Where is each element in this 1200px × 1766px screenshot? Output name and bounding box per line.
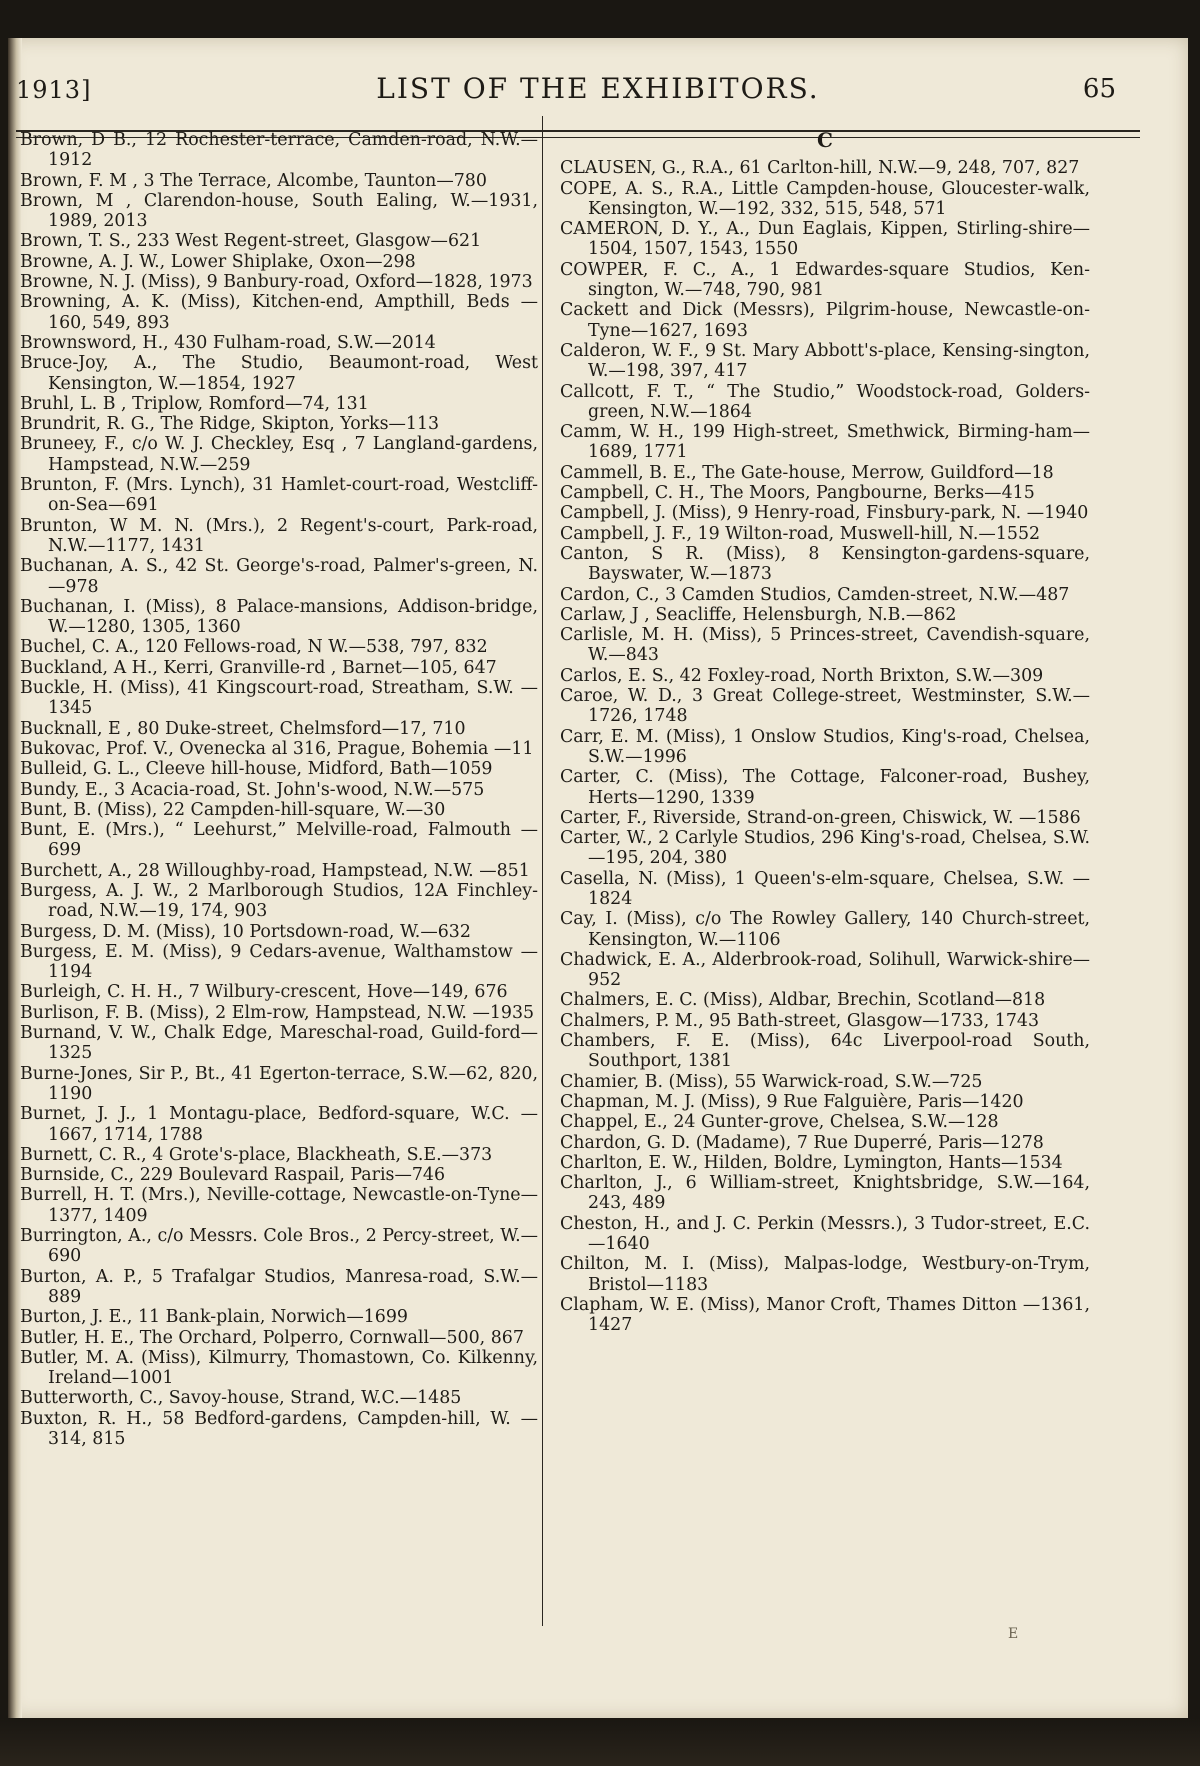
exhibitor-entry: Buchel, C. A., 120 Fellows-road, N W.—538, 797, 832 [20,637,488,658]
exhibitor-entry: Carlisle, M. H. (Miss), 5 Princes-street, Cavendish-square, W.—843 [560,625,1090,666]
exhibitor-entry: Chalmers, P. M., 95 Bath-street, Glasgow—1733, 1743 [560,1010,1040,1031]
page-title: LIST OF THE EXHIBITORS. [376,72,820,105]
exhibitor-entry: Caroe, W. D., 3 Great College-street, Westminster, S.W.—1726, 1748 [560,686,1090,727]
exhibitor-entry: Burrell, H. T. (Mrs.), Neville-cottage, Newcastle-on-Tyne—1377, 1409 [20,1185,538,1226]
exhibitor-entry: Burton, J. E., 11 Bank-plain, Norwich—1699 [20,1307,408,1328]
exhibitor-entry: Bucknall, E , 80 Duke-street, Chelmsford—17, 710 [20,718,466,739]
column-divider [542,116,543,1626]
exhibitor-entry: Burnet, J. J., 1 Montagu-place, Bedford-square, W.C. —1667, 1714, 1788 [20,1104,538,1145]
exhibitor-entry: Brown, T. S., 233 West Regent-street, Glasgow—621 [20,231,482,252]
exhibitor-entry: Buckland, A H., Kerri, Granville-rd , Barnet—105, 647 [20,657,497,678]
exhibitor-entry: Carter, W., 2 Carlyle Studios, 296 King's-road, Chelsea, S.W.—195, 204, 380 [560,828,1090,869]
exhibitor-entry: Buchanan, I. (Miss), 8 Palace-mansions, Addison-bridge, W.—1280, 1305, 1360 [20,596,538,638]
exhibitor-entry: Chambers, F. E. (Miss), 64c Liverpool-road South, Southport, 1381 [560,1031,1090,1072]
exhibitor-entry: Casella, N. (Miss), 1 Queen's-elm-square, Chelsea, S.W. —1824 [560,868,1090,909]
exhibitor-entry: Chardon, G. D. (Madame), 7 Rue Duperré, Paris—1278 [560,1132,1044,1153]
exhibitor-entry: Butler, M. A. (Miss), Kilmurry, Thomastown, Co. Kilkenny, Ireland—1001 [20,1347,538,1389]
book-edge [0,1718,1200,1766]
exhibitor-entry: Chadwick, E. A., Alderbrook-road, Solihull, Warwick-shire—952 [560,949,1090,991]
exhibitor-entry: Cackett and Dick (Messrs), Pilgrim-house, Newcastle-on-Tyne—1627, 1693 [560,300,1090,341]
exhibitor-entry: Campbell, C. H., The Moors, Pangbourne, Berks—415 [560,483,1035,504]
exhibitor-entry: Brown, M , Clarendon-house, South Ealing, W.—1931, 1989, 2013 [20,190,538,232]
book-page [8,38,1188,1718]
exhibitor-entry: Cheston, H., and J. C. Perkin (Messrs.), 3 Tudor-street, E.C.—1640 [560,1213,1090,1255]
exhibitor-entry: Burnand, V. W., Chalk Edge, Mareschal-road, Guild-ford—1325 [20,1023,538,1064]
exhibitor-entry: Butterworth, C., Savoy-house, Strand, W.C.—1485 [20,1388,462,1409]
page-number: 65 [1082,74,1116,104]
left-column [20,130,538,1449]
exhibitor-entry: Bulleid, G. L., Cleeve hill-house, Midford, Bath—1059 [20,759,493,780]
exhibitor-entry: Chapman, M. J. (Miss), 9 Rue Falguière, Paris—1420 [560,1091,1024,1112]
exhibitor-entry: CAMERON, D. Y., A., Dun Eaglais, Kippen, Stirling-shire—1504, 1507, 1543, 1550 [560,219,1090,260]
exhibitor-entry: Carter, F., Riverside, Strand-on-green, Chiswick, W. —1586 [560,807,1081,828]
exhibitor-entry: Bruhl, L. B , Triplow, Romford—74, 131 [20,393,369,414]
exhibitor-entry: Brunton, W M. N. (Mrs.), 2 Regent's-court, Park-road, N.W.—1177, 1431 [20,515,538,556]
exhibitor-entry: Browning, A. K. (Miss), Kitchen-end, Ampthill, Beds —160, 549, 893 [20,292,538,333]
exhibitor-entry: Buchanan, A. S., 42 St. George's-road, Palmer's-green, N.—978 [20,556,538,597]
page-header [8,58,1188,118]
exhibitor-entry: Burnside, C., 229 Boulevard Raspail, Paris—746 [20,1165,446,1186]
exhibitor-entry: Calderon, W. F., 9 St. Mary Abbott's-place, Kensing-sington, W.—198, 397, 417 [560,340,1090,382]
exhibitor-entry: COPE, A. S., R.A., Little Campden-house, Gloucester-walk, Kensington, W.—192, 332, 515, 548, 571 [560,178,1090,219]
exhibitor-entry: Camm, W. H., 199 High-street, Smethwick, Birming-ham—1689, 1771 [560,422,1090,463]
exhibitor-entry: Canton, S R. (Miss), 8 Kensington-gardens-square, Bayswater, W.—1873 [560,543,1090,585]
exhibitor-entry: Cammell, B. E., The Gate-house, Merrow, Guildford—18 [560,462,1054,483]
exhibitor-entry: Burgess, E. M. (Miss), 9 Cedars-avenue, Walthamstow —1194 [20,941,538,983]
exhibitor-entry: Chamier, B. (Miss), 55 Warwick-road, S.W.—725 [560,1071,983,1092]
exhibitor-entry: Clapham, W. E. (Miss), Manor Croft, Thames Ditton —1361, 1427 [560,1294,1090,1336]
exhibitor-entry: Burton, A. P., 5 Trafalgar Studios, Manresa-road, S.W.—889 [20,1266,538,1307]
exhibitor-entry: Burleigh, C. H. H., 7 Wilbury-crescent, Hove—149, 676 [20,982,508,1003]
exhibitor-entry: Bundy, E., 3 Acacia-road, St. John's-wood, N.W.—575 [20,779,485,800]
exhibitor-entry: Carr, E. M. (Miss), 1 Onslow Studios, King's-road, Chelsea, S.W.—1996 [560,726,1090,767]
exhibitor-entry: Chalmers, E. C. (Miss), Aldbar, Brechin, Scotland—818 [560,990,1046,1011]
exhibitor-entry: Butler, H. E., The Orchard, Polperro, Cornwall—500, 867 [20,1327,524,1348]
exhibitor-entry: Bukovac, Prof. V., Ovenecka al 316, Prague, Bohemia —11 [20,738,534,759]
signature-mark: E [1008,1626,1019,1642]
exhibitor-entry: Buckle, H. (Miss), 41 Kingscourt-road, Streatham, S.W. —1345 [20,678,538,719]
exhibitor-entry: Brown, F. M , 3 The Terrace, Alcombe, Taunton—780 [20,170,487,191]
exhibitor-entry: Charlton, J., 6 William-street, Knightsbridge, S.W.—164, 243, 489 [560,1173,1090,1214]
header-year: 1913] [16,76,92,104]
exhibitor-entry: Burrington, A., c/o Messrs. Cole Bros., 2 Percy-street, W.—690 [20,1226,538,1267]
exhibitor-entry: Brundrit, R. G., The Ridge, Skipton, Yorks—113 [20,414,440,435]
exhibitor-entry: COWPER, F. C., A., 1 Edwardes-square Studios, Ken-sington, W.—748, 790, 981 [560,259,1090,301]
exhibitor-entry: Burgess, A. J. W., 2 Marlborough Studios, 12A Finchley-road, N.W.—19, 174, 903 [20,880,538,922]
section-heading: C [817,128,833,152]
exhibitor-entry: Buxton, R. H., 58 Bedford-gardens, Campden-hill, W. —314, 815 [20,1408,538,1449]
exhibitor-entry: Browne, N. J. (Miss), 9 Banbury-road, Oxford—1828, 1973 [20,272,533,293]
exhibitor-entry: Bunt, B. (Miss), 22 Campden-hill-square, W.—30 [20,799,446,820]
exhibitor-entry: Bruneey, F., c/o W. J. Checkley, Esq , 7 Langland-gardens, Hampstead, N.W.—259 [20,434,538,475]
exhibitor-entry: Campbell, J. F., 19 Wilton-road, Muswell-hill, N.—1552 [560,523,1041,544]
right-column [560,130,1090,1336]
exhibitor-entry: Chilton, M. I. (Miss), Malpas-lodge, Westbury-on-Trym, Bristol—1183 [560,1254,1090,1295]
exhibitor-entry: Callcott, F. T., “ The Studio,” Woodstock-road, Golders-green, N.W.—1864 [560,381,1090,422]
exhibitor-entry: Bruce-Joy, A., The Studio, Beaumont-road, West Kensington, W.—1854, 1927 [20,353,538,394]
exhibitor-entry: Burgess, D. M. (Miss), 10 Portsdown-road, W.—632 [20,921,471,942]
exhibitor-entry: Cay, I. (Miss), c/o The Rowley Gallery, 140 Church-street, Kensington, W.—1106 [560,909,1090,950]
exhibitor-entry: Brunton, F. (Mrs. Lynch), 31 Hamlet-court-road, Westcliff-on-Sea—691 [20,475,538,516]
exhibitor-entry: Cardon, C., 3 Camden Studios, Camden-street, N.W.—487 [560,584,1070,605]
exhibitor-entry: Carlaw, J , Seacliffe, Helensburgh, N.B.—862 [560,604,957,625]
exhibitor-entry: Burne-Jones, Sir P., Bt., 41 Egerton-terrace, S.W.—62, 820, 1190 [20,1063,538,1104]
exhibitor-entry: Burlison, F. B. (Miss), 2 Elm-row, Hampstead, N.W. —1935 [20,1002,535,1023]
exhibitor-entry: CLAUSEN, G., R.A., 61 Carlton-hill, N.W.—9, 248, 707, 827 [560,158,1080,179]
exhibitor-entry: Brownsword, H., 430 Fulham-road, S.W.—2014 [20,332,436,353]
exhibitor-entry: Burchett, A., 28 Willoughby-road, Hampstead, N.W. —851 [20,860,530,881]
exhibitor-entry: Chappel, E., 24 Gunter-grove, Chelsea, S.W.—128 [560,1112,999,1133]
exhibitor-entry: Charlton, E. W., Hilden, Boldre, Lymington, Hants—1534 [560,1152,1063,1173]
exhibitor-entry: Brown, D B., 12 Rochester-terrace, Camden-road, N.W.—1912 [20,130,538,171]
exhibitor-entry: Bunt, E. (Mrs.), “ Leehurst,” Melville-road, Falmouth —699 [20,820,538,861]
exhibitor-entry: Campbell, J. (Miss), 9 Henry-road, Finsbury-park, N. —1940 [560,503,1089,524]
exhibitor-entry: Carter, C. (Miss), The Cottage, Falconer-road, Bushey, Herts—1290, 1339 [560,767,1090,808]
exhibitor-entry: Carlos, E. S., 42 Foxley-road, North Brixton, S.W.—309 [560,665,1044,686]
exhibitor-entry: Browne, A. J. W., Lower Shiplake, Oxon—298 [20,251,416,272]
exhibitor-entry: Burnett, C. R., 4 Grote's-place, Blackheath, S.E.—373 [20,1144,493,1165]
